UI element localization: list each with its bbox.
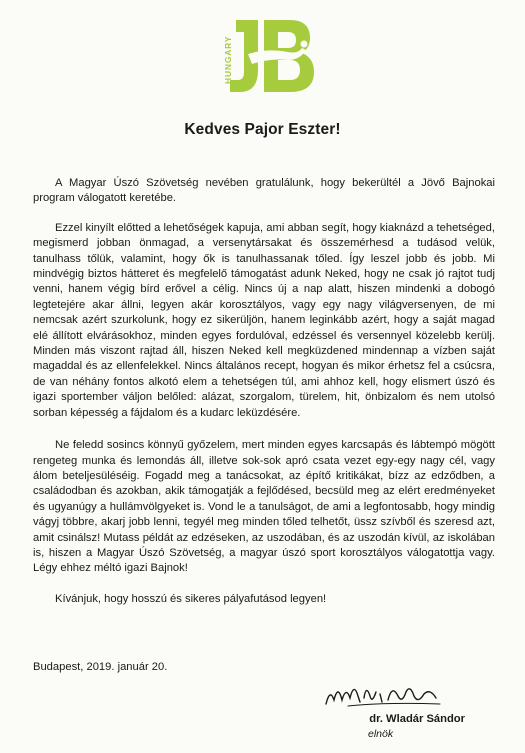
letter-date: Budapest, 2019. január 20.: [33, 661, 168, 673]
letter-body: [33, 176, 495, 622]
paragraph-wishes: Kívánjuk, hogy hosszú és sikeres pályafutásod legyen!: [55, 592, 327, 605]
salutation-heading: Kedves Pajor Eszter!: [184, 121, 341, 138]
hungary-wordmark-icon: [222, 16, 234, 86]
signer-title: elnök: [368, 728, 394, 740]
paragraph-opportunities: Ezzel kinyílt előtted a lehetőségek kapuja, ami abban segít, hogy kiaknázd a tehetséged, megismerd jobban önmagad, a versenytársakat és összemérhesd a tudásod velük, tanulhass tőlük, valamint, hogy ők is tanulhassanak tőled. Így leszel jobb és jobb. Mi mindvégig biztos hátteret és megfelelő támogatást adunk Neked, hogy ne csak jó rajtot tudj venni, hanem végig bírd erővel a célig. Nincs új a nap alatt, hiszen mindenki a dobogó legtetejére akar állni, legyen akár korosztályos, vagy egy nagy világversenyen, de mi nemcsak azért szurkolunk, hogy ez sikerüljön, hanem leginkább azért, hogy a saját magad elé állított elvárásokhoz, minden egyes fordulóval, edzéssel és versennyel közelebb kerülj. Minden más viszont rajtad áll, hiszen Neked kell megküzdened mindennap a vízben saját magaddal és az ellenfelekkel. Nincs általános recept, hogyan és mikor érhetsz fel a csúcsra, de van néhány fontos alkotó elem a tehetségen túl, ami ahhoz kell, hogy elismert úszó és igazi sportember váljon belőled: alázat, szorgalom, türelem, hit, önbizalom és nem utolsó sorban képesség a fájdalom és a kudarc leküzdésére.: [33, 221, 495, 419]
svg-text:HUNGARY: HUNGARY: [223, 35, 233, 84]
handwritten-signature: [318, 674, 468, 714]
signer-name: dr. Wladár Sándor: [369, 713, 465, 725]
paragraph-congratulation: A Magyar Úszó Szövetség nevében gratulálunk, hogy bekerültél a Jövő Bajnokai program válogatott keretébe.: [33, 177, 495, 205]
signature-icon: [318, 674, 468, 714]
logo-wordmark: [222, 16, 234, 86]
paragraph-advice: Ne feledd sosincs könnyű győzelem, mert minden egyes karcsapás és lábtempó mögött rengeteg munka és lemondás áll, illetve sok-sok apró csata vezet egy-egy nagy cél, vagy álom beteljesüléséig. Fogadd meg a tanácsokat, az építő kritikákat, bízz az edződben, a családodban és azokban, akik támogatják a fejlődésed, becsüld meg az elért eredményeket és ugyanúgy a hullámvölgyeket is. Vond le a tanulságot, de ami a legfontosabb, hogy mindig vágyj többre, akarj jobb lenni, tegyél meg minden tőled telhetőt, üssz szívből és szeresd azt, amit csinálsz! Mutass példát az edzéseken, az uszodában, és az uszodán kívül, az iskolában is, hiszen a Magyar Úszó Szövetség, a magyar úszó sport korosztályos válogatottja vagy. Légy ehhez méltó igazi Bajnok!: [33, 439, 495, 575]
